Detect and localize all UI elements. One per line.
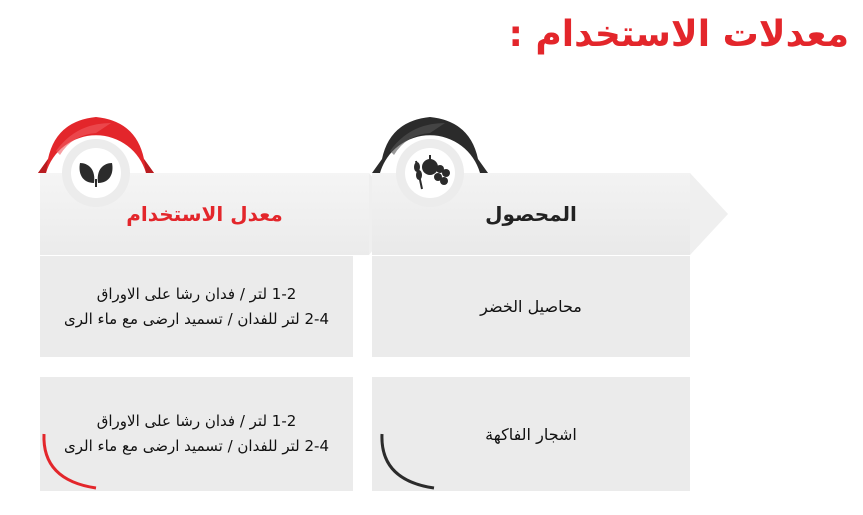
dark-corner-decoration [374,430,444,494]
usage-rate-line: 1-2 لتر / فدان رشا على الاوراق [96,412,297,430]
crop-name: اشجار الفاكهة [485,424,577,444]
red-corner-decoration [36,430,106,494]
crop-header-label: المحصول [485,202,577,226]
usage-rate-line: 2-4 لتر للفدان / تسميد ارضى مع ماء الرى [64,437,329,455]
usage-rate-line: 1-2 لتر / فدان رشا على الاوراق [96,284,297,303]
crop-cell [372,256,690,357]
usage-badge [36,103,156,213]
crop-badge [370,103,490,213]
usage-rate-header-label: معدل الاستخدام [126,202,283,226]
usage-rate-line: 2-4 لتر للفدان / تسميد ارضى مع ماء الرى [64,309,329,328]
crop-name: محاصيل الخضر [480,297,582,316]
usage-rate-cell [40,256,353,357]
page-title: معدلات الاستخدام : [508,14,849,55]
crop-header-arrow [690,173,728,255]
